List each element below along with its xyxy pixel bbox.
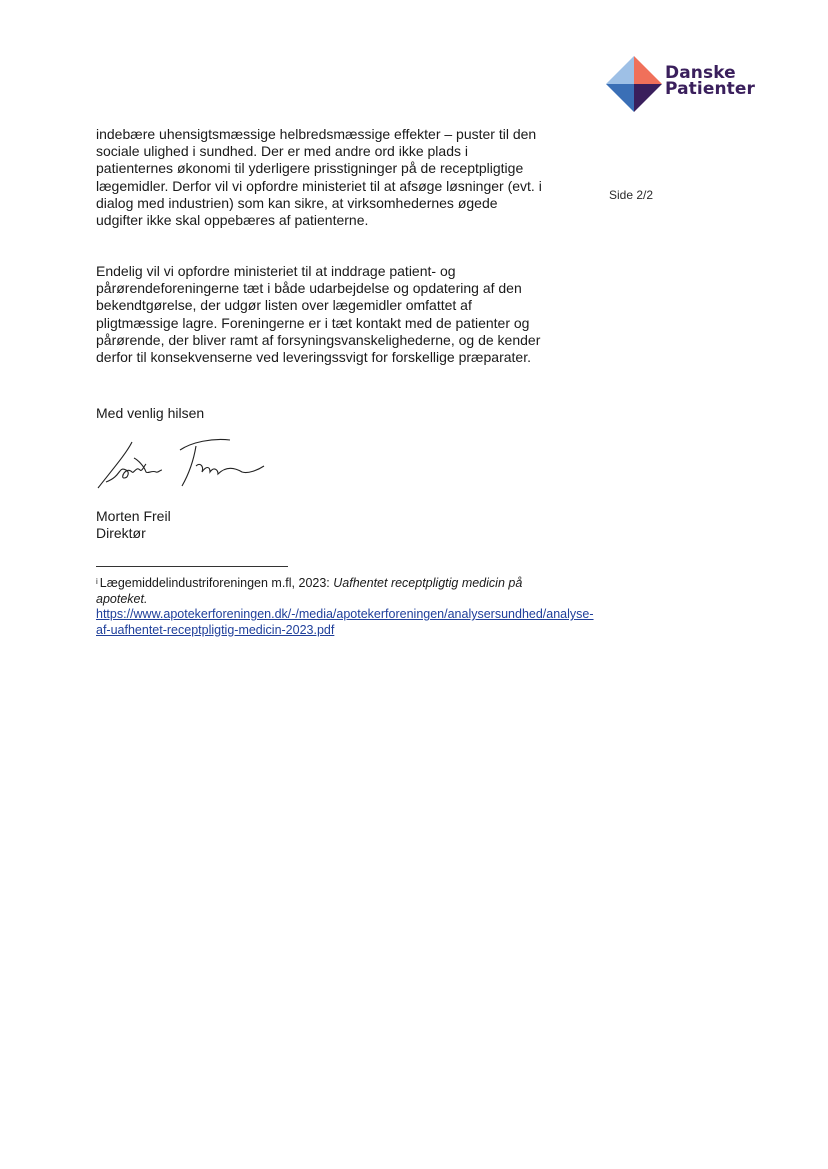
logo-wordmark xyxy=(665,65,755,97)
body-paragraph-2: Endelig vil vi opfordre ministeriet til at inddrage patient- og pårørendeforeningerne tæt i både udarbejdelse og opdatering af den bekendtgørelse, der udgør listen over lægemidler omfattet af pligtmæssige lagre. Foreningerne er i tæt kontakt med de patienter og pårørende, der bliver ramt af forsyningsvanskelighederne, og de kender derfor til konsekvenserne ved leveringssvigt for forskellige præparater. xyxy=(96,263,541,366)
logo-quadrant-top-left xyxy=(606,56,634,84)
signer-name: Morten Freil xyxy=(96,508,171,524)
signer-title: Direktør xyxy=(96,525,146,541)
logo-quadrant-bottom-left xyxy=(606,84,634,112)
footnote xyxy=(96,574,594,638)
closing-phrase: Med venlig hilsen xyxy=(96,405,205,421)
logo-diamond-icon xyxy=(606,56,662,112)
logo-line-1: Danske xyxy=(665,63,736,83)
handwritten-signature xyxy=(92,436,272,494)
body-paragraph-1: indebære uhensigtsmæssige helbredsmæssige effekter – puster til den sociale ulighed i sundhed. Der er med andre ord ikke plads i patienternes økonomi til yderligere prisstigninger på de receptpligtige lægemidler. Derfor vil vi opfordre ministeriet til at afsøge løsninger (evt. i dialog med industrien) som kan sikre, at virksomhedernes øgede udgifter ikke skal oppebæres af patienterne. xyxy=(96,126,542,229)
footnote-title: Uafhentet receptpligtig medicin på apoteket. xyxy=(96,576,523,606)
logo-quadrant-bottom-right xyxy=(634,84,662,112)
danske-patienter-logo xyxy=(606,56,766,114)
footnote-source: Lægemiddelindustriforeningen m.fl, 2023: xyxy=(99,576,334,590)
footnote-link[interactable]: https://www.apotekerforeningen.dk/-/media/apotekerforeningen/analysersundhed/analyse-af-uafhentet-receptpligtig-medicin-2023.pdf xyxy=(96,607,594,637)
footnote-divider xyxy=(96,566,288,567)
logo-line-2: Patienter xyxy=(665,79,756,99)
footnote-marker: i xyxy=(96,577,98,586)
page-number: Side 2/2 xyxy=(609,188,654,202)
logo-quadrant-top-right xyxy=(634,56,662,84)
